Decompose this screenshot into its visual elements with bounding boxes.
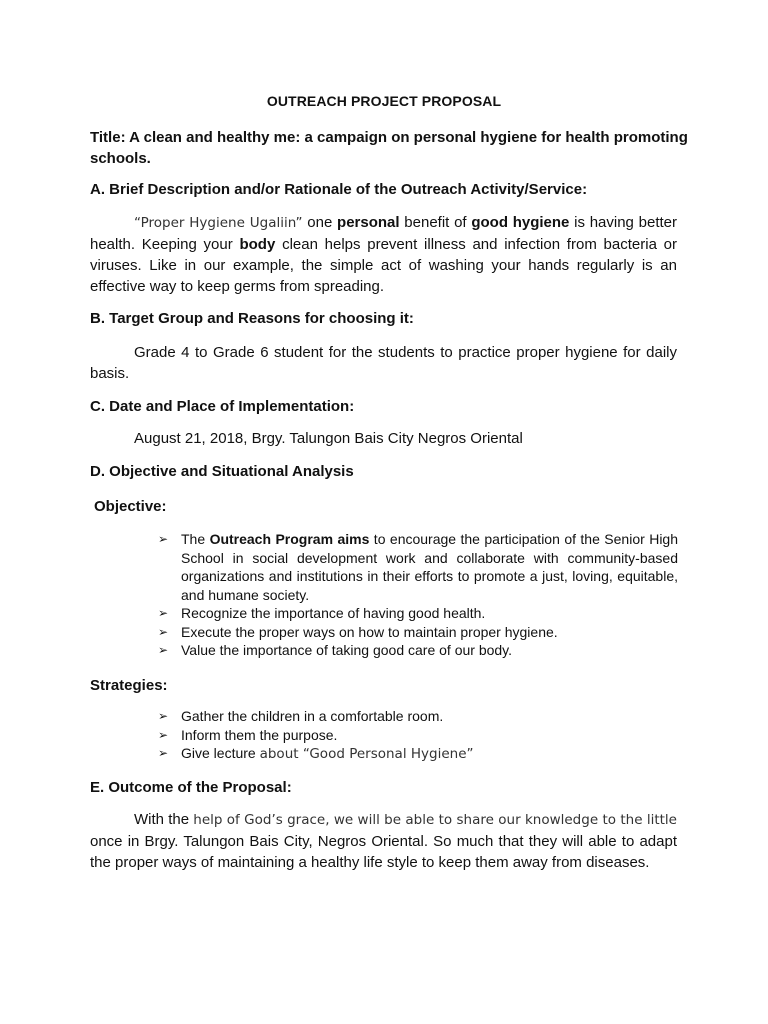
objective-label: Objective: <box>94 498 167 515</box>
project-title: Title: A clean and healthy me: a campaign on personal hygiene for health promoting schools. <box>90 129 688 167</box>
arrow-bullet-icon: ➢ <box>158 532 169 546</box>
section-e-paragraph: With the help of God’s grace, we will be able to share our knowledge to the little once in Brgy. Talungon Bais City, Negros Oriental. So much that they will able to adapt the proper ways of maintaining a healthy life style to keep them away from diseases. <box>90 811 677 871</box>
section-d-heading: D. Objective and Situational Analysis <box>90 463 354 480</box>
arrow-bullet-icon: ➢ <box>158 709 169 723</box>
arrow-bullet-icon: ➢ <box>158 643 169 657</box>
arrow-bullet-icon: ➢ <box>158 746 169 760</box>
strategies-list <box>158 707 678 764</box>
arrow-bullet-icon: ➢ <box>158 606 169 620</box>
objective-list <box>158 530 678 660</box>
section-e-heading: E. Outcome of the Proposal: <box>90 779 292 796</box>
list-item: ➢ Gather the children in a comfortable room. <box>158 708 444 724</box>
list-item: ➢ Value the importance of taking good care of our body. <box>158 642 513 658</box>
quote-text: “Proper Hygiene Ugaliin” <box>134 215 303 231</box>
document-title: OUTREACH PROJECT PROPOSAL <box>266 93 502 109</box>
strategies-label: Strategies: <box>90 677 168 694</box>
section-a-paragraph: “Proper Hygiene Ugaliin” one personal benefit of good hygiene is having better health. Keeping your body clean helps prevent illness and infection from bacteria or viruses. Like in our example, the simple act of washing your hands regularly is an effective way to keep germs from spreading. <box>90 214 677 295</box>
arrow-bullet-icon: ➢ <box>158 624 169 639</box>
section-c-text: August 21, 2018, Brgy. Talungon Bais City Negros Oriental <box>134 430 523 447</box>
list-item: ➢ The Outreach Program aims to encourage the participation of the Senior High School in social development work and collaborate with community-based organizations and institutions in their efforts to promote a just, loving, equitable, and humane society. <box>158 531 679 603</box>
section-b-heading: B. Target Group and Reasons for choosing it: <box>90 310 414 327</box>
section-c-heading: C. Date and Place of Implementation: <box>90 398 355 415</box>
section-a-heading: A. Brief Description and/or Rationale of the Outreach Activity/Service: <box>90 181 588 198</box>
list-item: ➢ Recognize the importance of having good health. <box>158 605 486 621</box>
arrow-bullet-icon: ➢ <box>158 727 169 742</box>
list-item: ➢ Inform them the purpose. <box>158 726 338 743</box>
section-b-paragraph: Grade 4 to Grade 6 student for the students to practice proper hygiene for daily basis. <box>90 344 677 382</box>
list-item: ➢ Execute the proper ways on how to maintain proper hygiene. <box>158 623 558 640</box>
list-item: ➢ Give lecture about “Good Personal Hygiene” <box>158 745 474 762</box>
